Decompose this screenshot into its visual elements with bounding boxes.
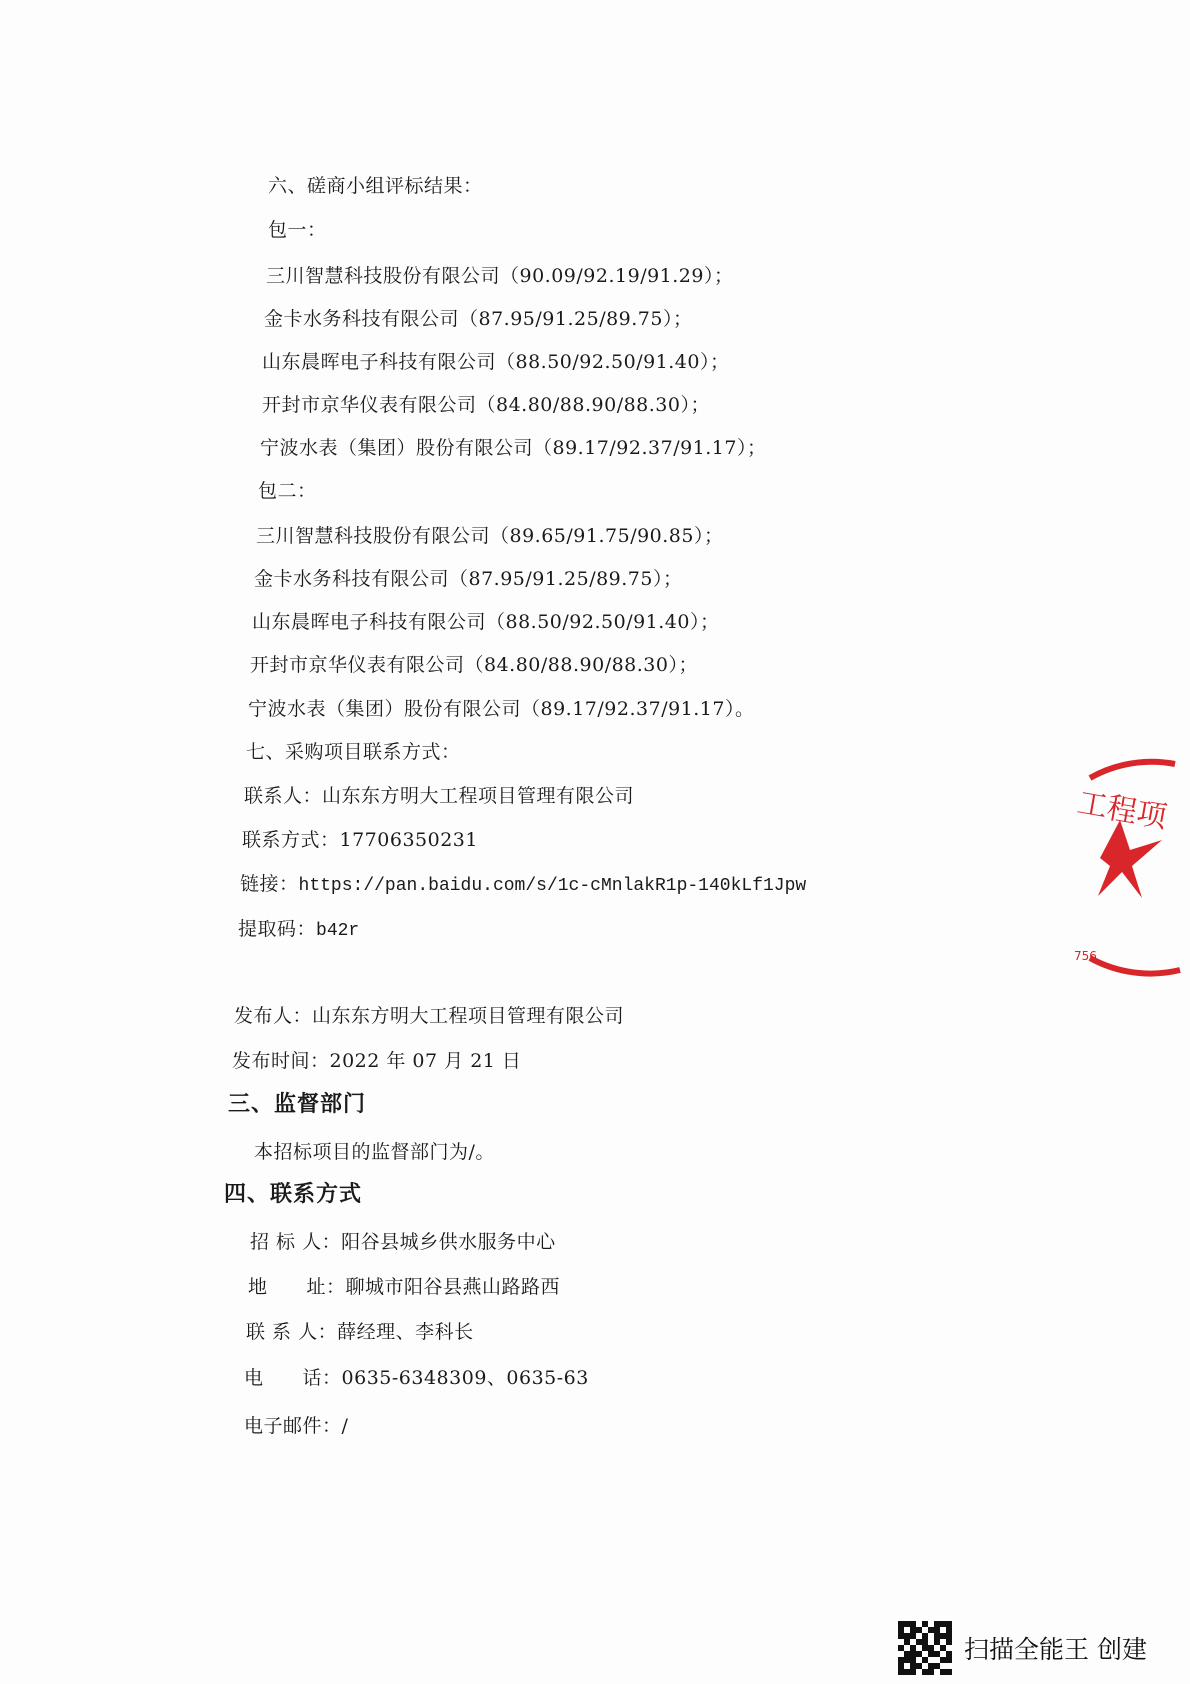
package2-result-1: 三川智慧科技股份有限公司（89.65/91.75/90.85）；	[256, 525, 724, 547]
code-label: 提取码：	[238, 918, 317, 940]
scanner-brand-text: 扫描全能王 创建	[964, 1635, 1147, 1664]
supervision-text: 本招标项目的监督部门为/。	[254, 1141, 495, 1163]
package2-result-5: 宁波水表（集团）股份有限公司（89.17/92.37/91.17）。	[248, 698, 755, 720]
package2-result-4: 开封市京华仪表有限公司（84.80/88.90/88.30）；	[250, 654, 698, 676]
qr-code-icon	[898, 1621, 952, 1675]
package1-result-4: 开封市京华仪表有限公司（84.80/88.90/88.30）；	[262, 394, 710, 416]
contact-row-address	[248, 1275, 560, 1299]
section7-title: 七、采购项目联系方式：	[246, 741, 461, 763]
contact-person: 联系人：山东东方明大工程项目管理有限公司	[244, 785, 635, 807]
seal-graphic	[1070, 748, 1190, 988]
package1-result-2: 金卡水务科技有限公司（87.95/91.25/89.75）；	[264, 308, 693, 330]
row-value: 阳谷县城乡供水服务中心	[341, 1231, 556, 1253]
link-label: 链接：	[240, 873, 299, 895]
contact-phone: 联系方式：17706350231	[242, 829, 478, 851]
package2-result-3: 山东晨晖电子科技有限公司（88.50/92.50/91.40）；	[252, 611, 720, 633]
publisher-name: 发布人：山东东方明大工程项目管理有限公司	[234, 1005, 625, 1027]
package1-result-3: 山东晨晖电子科技有限公司（88.50/92.50/91.40）；	[262, 351, 730, 373]
package1-result-1: 三川智慧科技股份有限公司（90.09/92.19/91.29）；	[266, 265, 734, 287]
row-label: 招 标 人：	[250, 1231, 342, 1253]
section4-title: 四、联系方式	[224, 1182, 363, 1207]
download-link-row	[240, 872, 806, 898]
package1-label: 包一：	[268, 219, 327, 241]
row-label: 联 系 人：	[246, 1321, 338, 1343]
contact-row-person	[246, 1320, 474, 1344]
company-seal-fragment	[1070, 748, 1190, 988]
download-link[interactable]: https://pan.baidu.com/s/1c-cMnlakR1p-140kLf1Jpw	[298, 876, 807, 896]
contact-row-email	[244, 1414, 348, 1438]
row-value: 薛经理、李科长	[337, 1321, 474, 1343]
seal-digits: 756	[1074, 949, 1097, 963]
extraction-code: b42r	[316, 921, 360, 941]
section6-title: 六、磋商小组评标结果：	[268, 175, 483, 197]
package2-label: 包二：	[258, 480, 317, 502]
package2-result-2: 金卡水务科技有限公司（87.95/91.25/89.75）；	[254, 568, 683, 590]
section3-title: 三、监督部门	[228, 1092, 367, 1117]
contact-row-phone	[244, 1366, 589, 1390]
row-label: 地 址：	[248, 1276, 346, 1298]
publish-date: 发布时间：2022 年 07 月 21 日	[232, 1050, 522, 1072]
package1-result-5: 宁波水表（集团）股份有限公司（89.17/92.37/91.17）；	[260, 437, 767, 459]
row-value: 聊城市阳谷县燕山路路西	[345, 1276, 561, 1298]
row-label: 电子邮件：	[244, 1415, 342, 1437]
row-label: 电 话：	[244, 1367, 342, 1389]
seal-text: 工程项	[1074, 785, 1170, 836]
extraction-code-row	[238, 917, 359, 943]
scanner-watermark	[898, 1620, 1147, 1676]
contact-row-tenderer	[250, 1230, 556, 1254]
row-value: /	[341, 1415, 349, 1437]
row-value: 0635-6348309、0635-63	[341, 1367, 589, 1389]
